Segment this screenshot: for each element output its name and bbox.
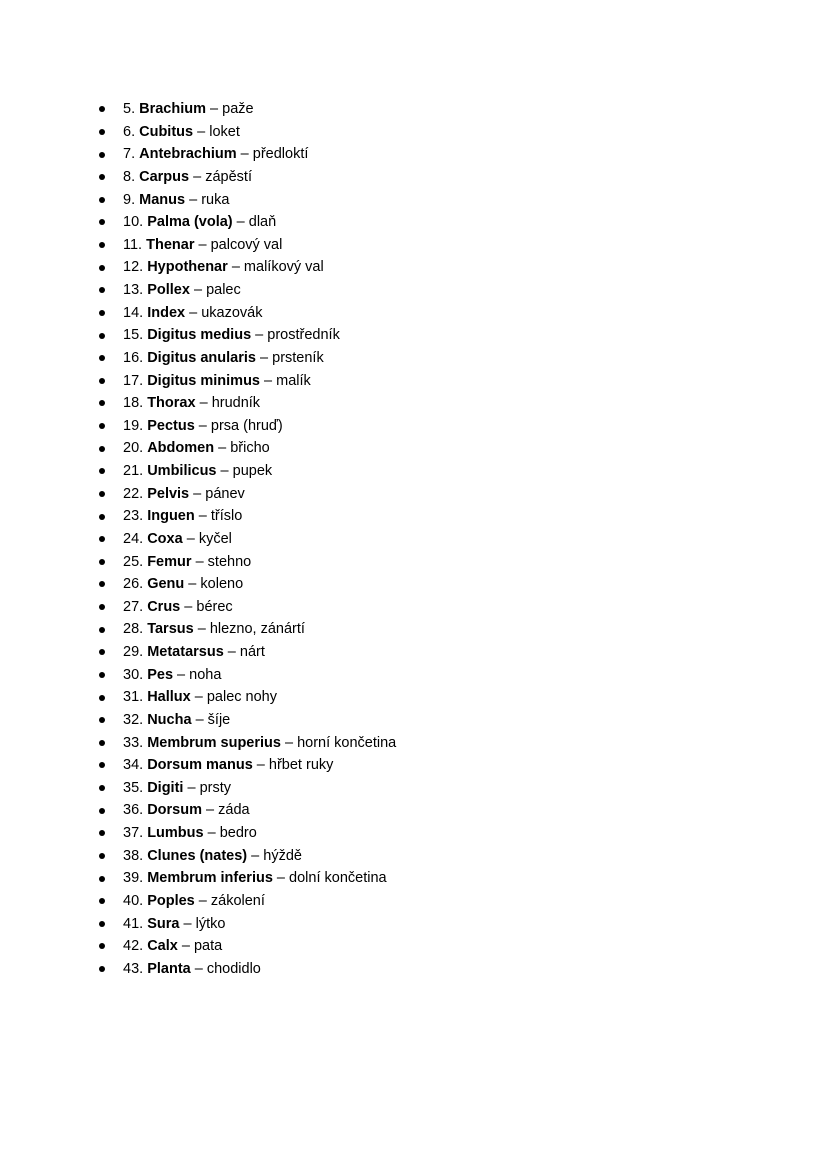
item-number: 8. [123,168,136,185]
czech-translation: bedro [219,825,257,841]
list-item [95,754,396,777]
latin-term: Membrum superius [147,734,281,751]
czech-translation: kyčel [198,530,232,547]
bullet-icon [99,197,105,203]
latin-term: Dorsum [147,802,202,819]
dash-separator: – [256,757,265,774]
latin-term: Femur [147,553,192,570]
dash-separator: – [194,689,203,706]
bullet-icon [99,604,105,610]
item-number: 28. [123,621,144,638]
list-item [95,596,396,619]
czech-translation: palcový val [210,236,283,253]
list-item [95,211,396,234]
list-item [95,573,396,596]
item-number: 35. [123,779,144,796]
dash-separator: – [210,101,219,117]
czech-translation: předloktí [252,146,309,163]
latin-term: Pelvis [147,485,190,502]
bullet-icon [99,355,105,361]
czech-translation: hrudník [211,395,261,412]
item-number: 43. [123,960,144,977]
czech-translation: paže [222,101,254,117]
latin-term: Inguen [147,508,195,525]
item-number: 24. [123,530,144,547]
bullet-icon [99,581,105,587]
bullet-icon [99,559,105,565]
dash-separator: – [207,825,216,841]
czech-translation: koleno [200,576,244,593]
czech-translation: horní končetina [297,734,397,751]
czech-translation: prostředník [267,327,340,344]
item-number: 11. [123,236,143,253]
item-number: 41. [123,915,144,932]
dash-separator: – [188,576,197,593]
latin-term: Planta [147,960,191,977]
czech-translation: palec nohy [206,689,277,706]
list-item [95,415,396,438]
latin-term: Clunes (nates) [147,847,248,864]
latin-term: Genu [147,576,185,593]
czech-translation: tříslo [210,508,243,525]
item-number: 42. [123,938,144,955]
dash-separator: – [227,644,236,660]
latin-term: Metatarsus [147,644,224,660]
bullet-icon [99,536,105,542]
dash-separator: – [199,395,208,412]
bullet-icon [99,514,105,520]
czech-translation: ruka [201,191,230,208]
list-item [95,460,396,483]
czech-translation: pupek [232,463,273,479]
item-number: 19. [123,417,144,434]
dash-separator: – [231,259,240,276]
list-item [95,845,396,868]
bullet-icon [99,287,105,293]
czech-translation: malíkový val [243,259,324,276]
dash-separator: – [220,463,229,479]
list-item [95,799,396,822]
latin-term: Sura [147,915,180,932]
latin-term: Lumbus [147,825,204,841]
list-item [95,483,396,506]
latin-term: Tarsus [147,621,194,638]
bullet-icon [99,265,105,271]
dash-separator: – [186,530,195,547]
item-number: 5. [123,101,136,117]
item-number: 6. [123,123,136,140]
item-number: 10. [123,214,144,231]
dash-separator: – [193,282,203,298]
list-item [95,709,396,732]
item-number: 17. [123,372,144,389]
item-number: 39. [123,870,144,887]
bullet-icon [99,762,105,768]
latin-term: Crus [147,598,181,615]
item-number: 33. [123,734,144,751]
item-number: 12. [123,259,144,276]
czech-translation: prsty [199,779,232,796]
bullet-icon [99,808,105,814]
list-item [95,302,396,325]
latin-term: Carpus [139,168,190,185]
dash-separator: – [206,802,215,819]
dash-separator: – [276,870,285,887]
item-number: 21. [123,463,144,479]
list-item [95,121,396,144]
czech-translation: malík [276,372,311,389]
czech-translation: břicho [230,440,270,457]
bullet-icon [99,627,105,633]
list-item [95,551,396,574]
czech-translation: loket [209,123,240,140]
bullet-icon [99,423,105,429]
item-number: 29. [123,644,144,660]
latin-term: Antebrachium [139,146,237,163]
latin-term: Index [147,304,186,321]
czech-translation: palec [206,282,241,298]
dash-separator: – [251,847,260,864]
list-item [95,913,396,936]
item-number: 40. [123,892,144,909]
bullet-icon [99,219,105,225]
dash-separator: – [183,915,192,932]
czech-translation: noha [189,666,222,683]
bullet-icon [99,400,105,406]
czech-translation: dolní končetina [289,870,387,887]
latin-term: Membrum inferius [147,870,273,887]
item-number: 26. [123,576,144,593]
latin-term: Digitus minimus [147,372,260,389]
dash-separator: – [198,892,207,909]
czech-translation: zákolení [210,892,265,909]
latin-term: Nucha [147,711,192,728]
list-item [95,618,396,641]
latin-term: Thorax [147,395,196,412]
bullet-icon [99,174,105,180]
list-item [95,686,396,709]
bullet-icon [99,672,105,678]
czech-translation: nárt [239,644,265,660]
list-item [95,664,396,687]
list-item [95,505,396,528]
dash-separator: – [284,734,294,751]
bullet-icon [99,152,105,158]
latin-term: Umbilicus [147,463,217,479]
bullet-icon [99,378,105,384]
list-item [95,437,396,460]
dash-separator: – [194,960,203,977]
dash-separator: – [198,236,207,253]
item-number: 22. [123,485,144,502]
latin-term: Hallux [147,689,191,706]
czech-translation: pánev [205,485,245,502]
item-number: 30. [123,666,144,683]
bullet-icon [99,446,105,452]
list-item [95,166,396,189]
list-item [95,143,396,166]
bullet-icon [99,129,105,135]
czech-translation: stehno [207,553,252,570]
bullet-icon [99,853,105,859]
bullet-icon [99,717,105,723]
dash-separator: – [264,372,273,389]
dash-separator: – [260,349,269,366]
latin-term: Poples [147,892,195,909]
list-item [95,234,396,257]
latin-term: Pollex [147,282,190,298]
czech-translation: dlaň [248,214,277,231]
latin-term: Dorsum manus [147,757,253,774]
czech-translation: záda [218,802,250,819]
item-number: 18. [123,395,144,412]
list-item [95,732,396,755]
czech-translation: zápěstí [205,168,252,185]
item-number: 15. [123,327,144,344]
bullet-icon [99,785,105,791]
anatomical-terms-list [95,98,396,980]
latin-term: Pectus [147,417,195,434]
bullet-icon [99,310,105,316]
bullet-icon [99,943,105,949]
item-number: 13. [123,282,144,298]
dash-separator: – [193,485,202,502]
latin-term: Digiti [147,779,184,796]
list-item [95,935,396,958]
bullet-icon [99,921,105,927]
bullet-icon [99,491,105,497]
latin-term: Digitus anularis [147,349,256,366]
item-number: 34. [123,757,144,774]
czech-translation: bérec [196,598,233,615]
latin-term: Palma (vola) [147,214,233,231]
dash-separator: – [195,711,204,728]
czech-translation: hýždě [263,847,302,864]
item-number: 36. [123,802,144,819]
czech-translation: chodidlo [206,960,261,977]
list-item [95,256,396,279]
bullet-icon [99,649,105,655]
bullet-icon [99,695,105,701]
czech-translation: ukazovák [201,304,263,321]
item-number: 32. [123,711,144,728]
latin-term: Brachium [139,101,207,117]
list-item [95,777,396,800]
dash-separator: – [198,508,207,525]
list-item [95,370,396,393]
bullet-icon [99,333,105,339]
bullet-icon [99,876,105,882]
list-item [95,392,396,415]
bullet-icon [99,468,105,474]
czech-translation: šíje [207,711,231,728]
bullet-icon [99,106,105,112]
list-item [95,324,396,347]
bullet-icon [99,898,105,904]
latin-term: Pes [147,666,174,683]
dash-separator: – [198,417,207,434]
dash-separator: – [193,168,202,185]
dash-separator: – [218,440,227,457]
bullet-icon [99,740,105,746]
item-number: 14. [123,304,144,321]
latin-term: Coxa [147,530,183,547]
bullet-icon [99,242,105,248]
item-number: 20. [123,440,144,457]
dash-separator: – [236,214,245,231]
list-item [95,98,396,121]
czech-translation: prsa (hruď) [210,417,283,434]
czech-translation: pata [193,938,223,955]
dash-separator: – [184,598,193,615]
item-number: 23. [123,508,144,525]
latin-term: Thenar [146,236,195,253]
czech-translation: hřbet ruky [268,757,334,774]
item-number: 9. [123,191,136,208]
czech-translation: hlezno, zánártí [209,621,305,638]
dash-separator: – [255,327,264,344]
item-number: 37. [123,825,144,841]
item-number: 25. [123,553,144,570]
dash-separator: – [195,553,204,570]
item-number: 31. [123,689,144,706]
list-item [95,958,396,981]
dash-separator: – [189,304,198,321]
dash-separator: – [187,779,196,796]
item-number: 16. [123,349,144,366]
item-number: 7. [123,146,136,163]
dash-separator: – [177,666,186,683]
dash-separator: – [189,191,198,208]
latin-term: Calx [147,938,178,955]
latin-term: Hypothenar [147,259,228,276]
latin-term: Abdomen [147,440,215,457]
list-item [95,189,396,212]
dash-separator: – [240,146,249,163]
latin-term: Cubitus [139,123,194,140]
czech-translation: prsteník [272,349,324,366]
item-number: 38. [123,847,144,864]
latin-term: Digitus medius [147,327,252,344]
dash-separator: – [181,938,190,955]
czech-translation: lýtko [195,915,226,932]
dash-separator: – [197,123,206,140]
item-number: 27. [123,598,144,615]
list-item [95,890,396,913]
list-item [95,528,396,551]
list-item [95,279,396,302]
latin-term: Manus [139,191,186,208]
bullet-icon [99,966,105,972]
dash-separator: – [197,621,206,638]
list-item [95,867,396,890]
list-item [95,641,396,664]
list-item [95,347,396,370]
bullet-icon [99,830,105,836]
list-item [95,822,396,845]
